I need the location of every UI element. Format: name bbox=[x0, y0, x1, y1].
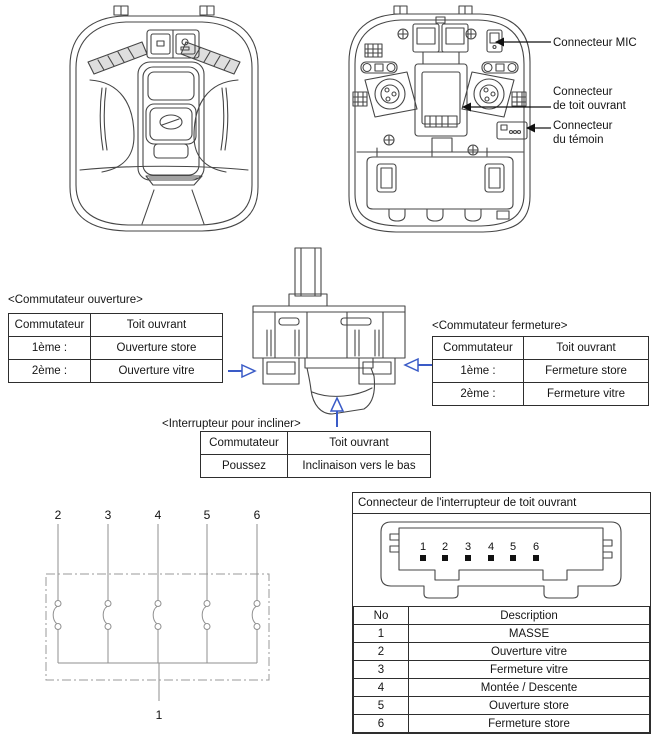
circuit-pin-label: 4 bbox=[154, 508, 162, 522]
table-cell: Fermeture store bbox=[409, 715, 650, 733]
table-cell: Ouverture store bbox=[409, 697, 650, 715]
connector-pin-label: 1 bbox=[419, 541, 427, 553]
callout-mic-label: Connecteur MIC bbox=[553, 37, 637, 49]
callout-lamp-connector bbox=[553, 119, 612, 147]
col-header: Commutateur bbox=[9, 314, 91, 337]
close-table-caption: <Commutateur fermeture> bbox=[432, 320, 568, 332]
table-header-row bbox=[354, 607, 650, 625]
table-row bbox=[354, 715, 650, 733]
callout-sunroof-connector bbox=[553, 85, 626, 113]
table-cell: 5 bbox=[354, 697, 409, 715]
table-header-row bbox=[433, 337, 649, 360]
col-header: Description bbox=[409, 607, 650, 625]
circuit-pin-label: 2 bbox=[54, 508, 62, 522]
callout-leader-lines bbox=[440, 30, 560, 140]
table-cell: 2 bbox=[354, 643, 409, 661]
sunroof-connector-panel bbox=[352, 492, 651, 734]
arrow-up-icon bbox=[328, 396, 346, 428]
arrow-left-icon bbox=[403, 357, 433, 373]
table-cell: Ouverture vitre bbox=[409, 643, 650, 661]
switch-circuit-diagram bbox=[25, 498, 325, 733]
sunroof-switch-drawing bbox=[237, 242, 417, 417]
open-table-caption: <Commutateur ouverture> bbox=[8, 294, 143, 306]
connector-drawing bbox=[353, 514, 650, 606]
circuit-pin-label: 5 bbox=[203, 508, 211, 522]
open-switch-table bbox=[8, 313, 223, 383]
table-row bbox=[201, 455, 431, 478]
table-cell: Montée / Descente bbox=[409, 679, 650, 697]
table-cell: Poussez bbox=[201, 455, 288, 478]
close-switch-table bbox=[432, 336, 649, 406]
connector-pin-label: 3 bbox=[464, 541, 472, 553]
connector-pin-label: 5 bbox=[509, 541, 517, 553]
table-row bbox=[354, 625, 650, 643]
table-cell: 1ème : bbox=[433, 360, 524, 383]
table-cell: 1 bbox=[354, 625, 409, 643]
table-row bbox=[433, 383, 649, 406]
callout-temoin-line2: du témoin bbox=[553, 134, 604, 146]
connector-pin-label: 4 bbox=[487, 541, 495, 553]
col-header: Commutateur bbox=[201, 432, 288, 455]
table-row bbox=[354, 661, 650, 679]
table-cell: Fermeture vitre bbox=[524, 383, 649, 406]
connector-pinout-table bbox=[353, 606, 650, 733]
table-cell: Fermeture store bbox=[524, 360, 649, 383]
callout-mic bbox=[553, 36, 637, 50]
table-row bbox=[354, 643, 650, 661]
connector-pin-label: 2 bbox=[441, 541, 449, 553]
table-cell: 2ème : bbox=[433, 383, 524, 406]
table-cell: Inclinaison vers le bas bbox=[288, 455, 431, 478]
table-cell: 6 bbox=[354, 715, 409, 733]
circuit-ground-pin-label: 1 bbox=[155, 708, 163, 722]
overhead-console-front-drawing bbox=[50, 4, 278, 236]
connector-panel-title: Connecteur de l'interrupteur de toit ouvrant bbox=[353, 493, 650, 514]
table-header-row bbox=[201, 432, 431, 455]
callout-temoin-line1: Connecteur bbox=[553, 120, 613, 132]
table-row bbox=[354, 679, 650, 697]
connector-pin-label: 6 bbox=[532, 541, 540, 553]
table-cell: 1ème : bbox=[9, 337, 91, 360]
circuit-pin-label: 6 bbox=[253, 508, 261, 522]
col-header: Toit ouvrant bbox=[524, 337, 649, 360]
table-cell: 4 bbox=[354, 679, 409, 697]
callout-sunroof-line1: Connecteur bbox=[553, 86, 613, 98]
col-header: No bbox=[354, 607, 409, 625]
circuit-pin-label: 3 bbox=[104, 508, 112, 522]
col-header: Toit ouvrant bbox=[288, 432, 431, 455]
table-cell: Fermeture vitre bbox=[409, 661, 650, 679]
connector-pins bbox=[420, 541, 539, 561]
table-cell: Ouverture store bbox=[91, 337, 223, 360]
table-cell: 2ème : bbox=[9, 360, 91, 383]
table-row bbox=[9, 337, 223, 360]
table-cell: 3 bbox=[354, 661, 409, 679]
table-cell: Ouverture vitre bbox=[91, 360, 223, 383]
table-row bbox=[433, 360, 649, 383]
col-header: Commutateur bbox=[433, 337, 524, 360]
table-row bbox=[354, 697, 650, 715]
callout-sunroof-line2: de toit ouvrant bbox=[553, 100, 626, 112]
tilt-table-caption: <Interrupteur pour incliner> bbox=[162, 418, 301, 430]
table-header-row bbox=[9, 314, 223, 337]
tilt-switch-table bbox=[200, 431, 431, 478]
arrow-right-icon bbox=[227, 363, 257, 379]
table-row bbox=[9, 360, 223, 383]
col-header: Toit ouvrant bbox=[91, 314, 223, 337]
table-cell: MASSE bbox=[409, 625, 650, 643]
